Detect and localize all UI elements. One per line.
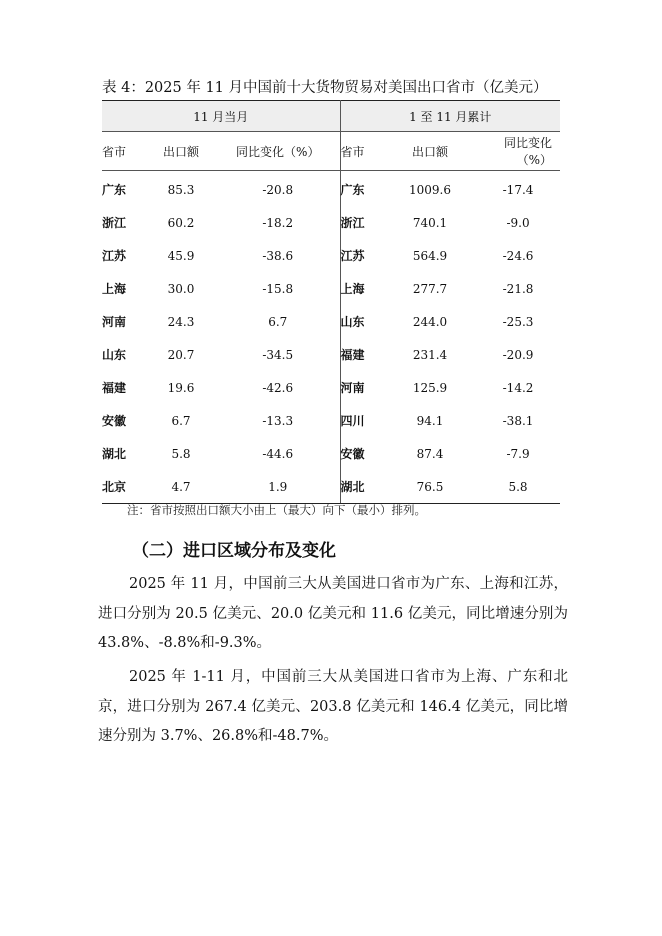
cumulative-province-cell: 广东	[340, 183, 365, 197]
group-header-row	[102, 101, 560, 132]
cumulative-yoy-cell: -25.3	[502, 314, 534, 329]
month-export-cell: 20.7	[167, 347, 195, 362]
cumulative-province-cell: 安徽	[340, 447, 365, 461]
table-row	[102, 338, 560, 371]
paragraph: 2025 年 1-11 月，中国前三大从美国进口省市为上海、广东和北京，进口分别为 267.4 亿美元、203.8 亿美元和 146.4 亿美元，同比增速分别为 3.7%、26.8%和-48.7%。	[98, 669, 568, 744]
cumulative-province-cell: 河南	[340, 381, 365, 395]
month-export-cell: 19.6	[167, 380, 195, 395]
group-header-month: 11 月当月	[102, 101, 340, 132]
month-export-cell: 45.9	[167, 248, 195, 263]
table-row	[102, 404, 560, 437]
cumulative-export-cell: 76.5	[384, 470, 476, 504]
table-row	[102, 206, 560, 239]
section-heading: （二）进口区域分布及变化	[132, 541, 336, 561]
month-export-cell: 24.3	[167, 314, 195, 329]
column-header-row	[102, 132, 560, 171]
month-province-cell: 江苏	[102, 249, 127, 263]
col-header-yoy: 同比变化（%）	[476, 132, 560, 171]
month-yoy-cell: -42.6	[216, 371, 340, 404]
cumulative-yoy-cell: -7.9	[506, 446, 530, 461]
cumulative-export-cell: 277.7	[412, 281, 448, 296]
month-yoy-cell: -38.6	[216, 239, 340, 272]
cumulative-yoy-cell: -20.9	[502, 347, 534, 362]
month-province-cell: 山东	[102, 348, 127, 362]
table-row	[102, 437, 560, 470]
col-header-yoy: 同比变化（%）	[216, 132, 340, 171]
table-title: 表 4：2025 年 11 月中国前十大货物贸易对美国出口省市（亿美元）	[102, 80, 548, 96]
col-header-export: 出口额	[384, 132, 476, 171]
table-row	[102, 171, 560, 207]
cumulative-export-cell: 244.0	[412, 314, 448, 329]
month-export-cell: 60.2	[167, 215, 195, 230]
col-header-export: 出口额	[146, 132, 216, 171]
cumulative-province-cell: 上海	[340, 282, 365, 296]
col-header-province: 省市	[340, 132, 384, 171]
table-row	[102, 272, 560, 305]
month-province-cell: 浙江	[102, 216, 127, 230]
month-province-cell: 广东	[102, 183, 127, 197]
table-row	[102, 470, 560, 504]
cumulative-province-cell: 山东	[340, 315, 365, 329]
cumulative-yoy-cell: -14.2	[502, 380, 534, 395]
col-header-province: 省市	[102, 132, 146, 171]
cumulative-yoy-cell: -24.6	[502, 248, 534, 263]
month-export-cell: 85.3	[167, 182, 195, 197]
month-yoy-cell: -20.8	[216, 171, 340, 207]
cumulative-yoy-cell: -21.8	[502, 281, 534, 296]
cumulative-export-cell: 94.1	[416, 413, 444, 428]
cumulative-export-cell: 87.4	[416, 446, 444, 461]
table-row	[102, 371, 560, 404]
month-export-cell: 5.8	[171, 446, 191, 461]
month-yoy-cell: -15.8	[216, 272, 340, 305]
cumulative-export-cell: 231.4	[412, 347, 448, 362]
paragraph: 2025 年 11 月，中国前三大从美国进口省市为广东、上海和江苏，进口分别为 20.5 亿美元、20.0 亿美元和 11.6 亿美元，同比增速分别为 43.8%、-8.8%和-9.3%。	[98, 576, 568, 651]
cumulative-yoy-cell: 5.8	[476, 470, 560, 504]
month-province-cell: 上海	[102, 282, 127, 296]
cumulative-yoy-cell: -17.4	[502, 182, 534, 197]
table-body	[102, 171, 560, 504]
month-yoy-cell: -18.2	[216, 206, 340, 239]
cumulative-province-cell: 福建	[340, 348, 365, 362]
cumulative-yoy-cell: -9.0	[506, 215, 530, 230]
month-yoy-cell: -44.6	[216, 437, 340, 470]
cumulative-export-cell: 564.9	[412, 248, 448, 263]
month-export-cell: 6.7	[171, 413, 191, 428]
month-yoy-cell: 1.9	[216, 470, 340, 504]
month-yoy-cell: 6.7	[216, 305, 340, 338]
cumulative-export-cell: 125.9	[412, 380, 448, 395]
cumulative-province-cell: 江苏	[340, 249, 365, 263]
month-yoy-cell: -13.3	[216, 404, 340, 437]
month-province-cell: 北京	[102, 470, 146, 504]
table-note: 注：省市按照出口额大小由上（最大）向下（最小）排列。	[127, 503, 426, 517]
cumulative-province-cell: 四川	[340, 414, 365, 428]
month-province-cell: 河南	[102, 315, 127, 329]
export-table	[102, 100, 560, 504]
cumulative-export-cell: 1009.6	[409, 182, 451, 197]
table-row	[102, 239, 560, 272]
cumulative-province-cell: 浙江	[340, 216, 365, 230]
month-yoy-cell: -34.5	[216, 338, 340, 371]
month-export-cell: 30.0	[167, 281, 195, 296]
cumulative-export-cell: 740.1	[412, 215, 448, 230]
cumulative-province-cell: 湖北	[340, 470, 384, 504]
table-row	[102, 305, 560, 338]
cumulative-yoy-cell: -38.1	[502, 413, 534, 428]
month-province-cell: 福建	[102, 381, 127, 395]
month-province-cell: 湖北	[102, 447, 127, 461]
group-header-cumulative: 1 至 11 月累计	[340, 101, 560, 132]
month-province-cell: 安徽	[102, 414, 127, 428]
month-export-cell: 4.7	[146, 470, 216, 504]
